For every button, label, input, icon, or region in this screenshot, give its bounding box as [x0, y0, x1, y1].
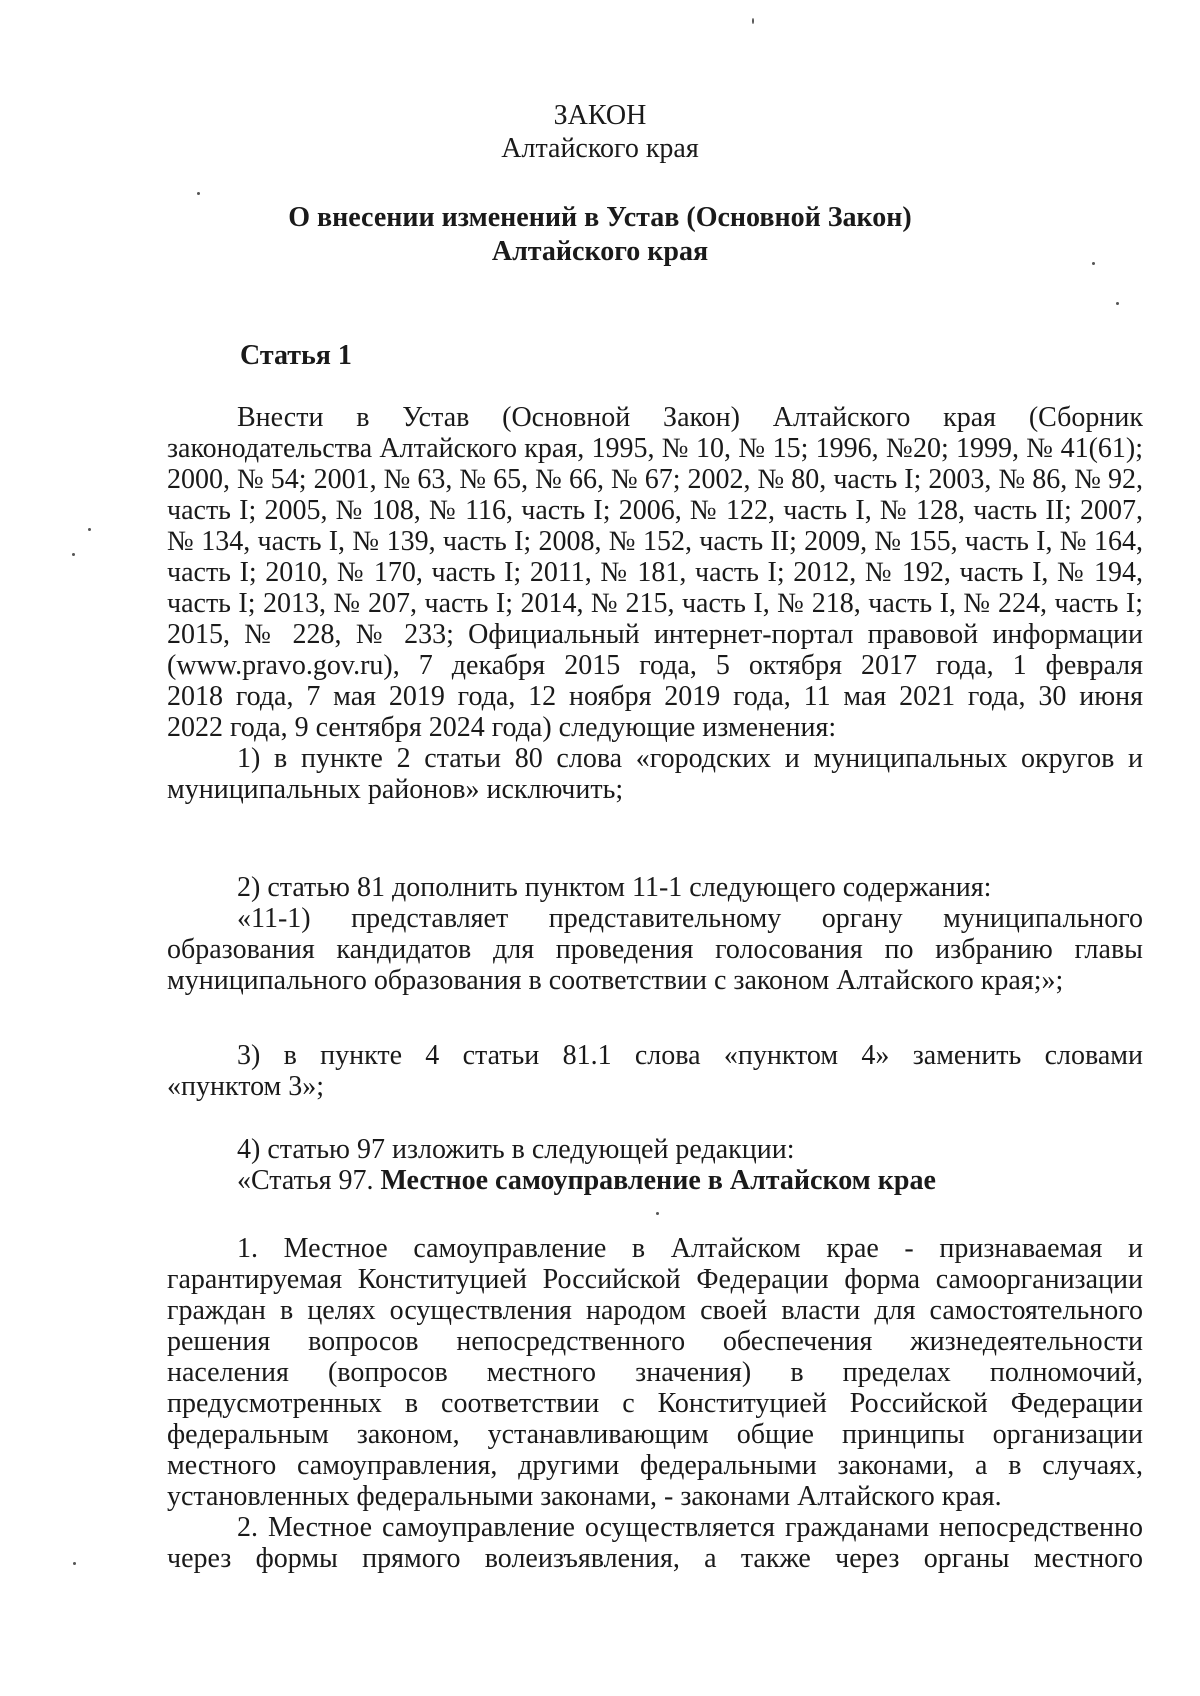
article-97-prefix: «Статья 97. — [237, 1165, 374, 1196]
scan-speck — [88, 528, 91, 531]
scan-speck — [656, 1212, 659, 1215]
text-line: 2015, № 228, № 233; Официальный интернет-портал правовой информации — [167, 619, 1143, 650]
text-line: муниципального образования в соответствии с законом Алтайского края;»; — [167, 965, 1064, 996]
text-line: (www.pravo.gov.ru), 7 декабря 2015 года, 5 октября 2017 года, 1 февраля — [167, 650, 1143, 681]
text-line: гарантируемая Конституцией Российской Федерации форма самоорганизации — [167, 1264, 1143, 1295]
amendment-item-4 — [167, 1134, 1143, 1196]
scan-speck — [752, 18, 754, 24]
text-line: местного самоуправления, другими федеральными законами, а в случаях, — [167, 1450, 1143, 1481]
text-line: предусмотренных в соответствии с Конституцией Российской Федерации — [167, 1388, 1143, 1419]
text-line: 4) статью 97 изложить в следующей редакции: — [237, 1134, 795, 1165]
text-line: «пунктом 3»; — [167, 1071, 325, 1102]
amendment-item-3 — [167, 1040, 1143, 1102]
scan-speck — [72, 553, 75, 556]
document-type: ЗАКОН — [553, 100, 647, 131]
article-97-point-1 — [167, 1233, 1143, 1574]
text-line: населения (вопросов местного значения) в пределах полномочий, — [167, 1357, 1143, 1388]
text-line: через формы прямого волеизъявления, а также через органы местного — [167, 1543, 1143, 1574]
article-intro — [167, 402, 1143, 805]
text-line: образования кандидатов для проведения голосования по избранию главы — [167, 934, 1143, 965]
text-line: 2022 года, 9 сентября 2024 года) следующие изменения: — [167, 712, 837, 743]
text-line: часть I; 2010, № 170, часть I; 2011, № 181, часть I; 2012, № 192, часть I, № 194, — [167, 557, 1143, 588]
text-line: 1. Местное самоуправление в Алтайском крае - признаваемая и — [237, 1233, 1143, 1264]
scan-speck — [197, 192, 200, 195]
text-line: федеральным законом, устанавливающим общие принципы организации — [167, 1419, 1143, 1450]
article-heading: Статья 1 — [240, 340, 352, 371]
text-line: часть I; 2013, № 207, часть I; 2014, № 215, часть I, № 218, часть I, № 224, часть I; — [167, 588, 1143, 619]
text-line: установленных федеральными законами, - законами Алтайского края. — [167, 1481, 1002, 1512]
document-title-line-2: Алтайского края — [491, 236, 709, 267]
text-line: «11-1) представляет представительному органу муниципального — [237, 903, 1143, 934]
article-97-title: Местное самоуправление в Алтайском крае — [380, 1165, 936, 1196]
text-line: 2018 года, 7 мая 2019 года, 12 ноября 2019 года, 11 мая 2021 года, 30 июня — [167, 681, 1143, 712]
text-line: граждан в целях осуществления народом своей власти для самостоятельного — [167, 1295, 1143, 1326]
text-line: № 134, часть I, № 139, часть I; 2008, № 152, часть II; 2009, № 155, часть I, № 164, — [167, 526, 1143, 557]
text-line: законодательства Алтайского края, 1995, № 10, № 15; 1996, №20; 1999, № 41(61); — [167, 433, 1143, 464]
amendment-item-1: 1) в пункте 2 статьи 80 слова «городских и муниципальных округов и — [237, 743, 1143, 774]
article-97-heading — [167, 1165, 1143, 1196]
amendment-item-2 — [167, 872, 1143, 996]
text-line: часть I; 2005, № 108, № 116, часть I; 2006, № 122, часть I, № 128, часть II; 2007, — [167, 495, 1143, 526]
scan-speck — [1116, 302, 1119, 305]
document-title-line-1: О внесении изменений в Устав (Основной Закон) — [288, 202, 912, 233]
scan-speck — [73, 1562, 76, 1565]
text-line: решения вопросов непосредственного обеспечения жизнедеятельности — [167, 1326, 1143, 1357]
text-line: 2000, № 54; 2001, № 63, № 65, № 66, № 67; 2002, № 80, часть I; 2003, № 86, № 92, — [167, 464, 1143, 495]
text-line: 2) статью 81 дополнить пунктом 11-1 следующего содержания: — [237, 872, 992, 903]
text-line: 3) в пункте 4 статьи 81.1 слова «пунктом 4» заменить словами — [237, 1040, 1143, 1071]
text-line: муниципальных районов» исключить; — [167, 774, 624, 805]
document-region: Алтайского края — [501, 133, 699, 164]
article-97-point-2: 2. Местное самоуправление осуществляется гражданами непосредственно — [237, 1512, 1143, 1543]
text-line: Внести в Устав (Основной Закон) Алтайского края (Сборник — [237, 402, 1143, 433]
